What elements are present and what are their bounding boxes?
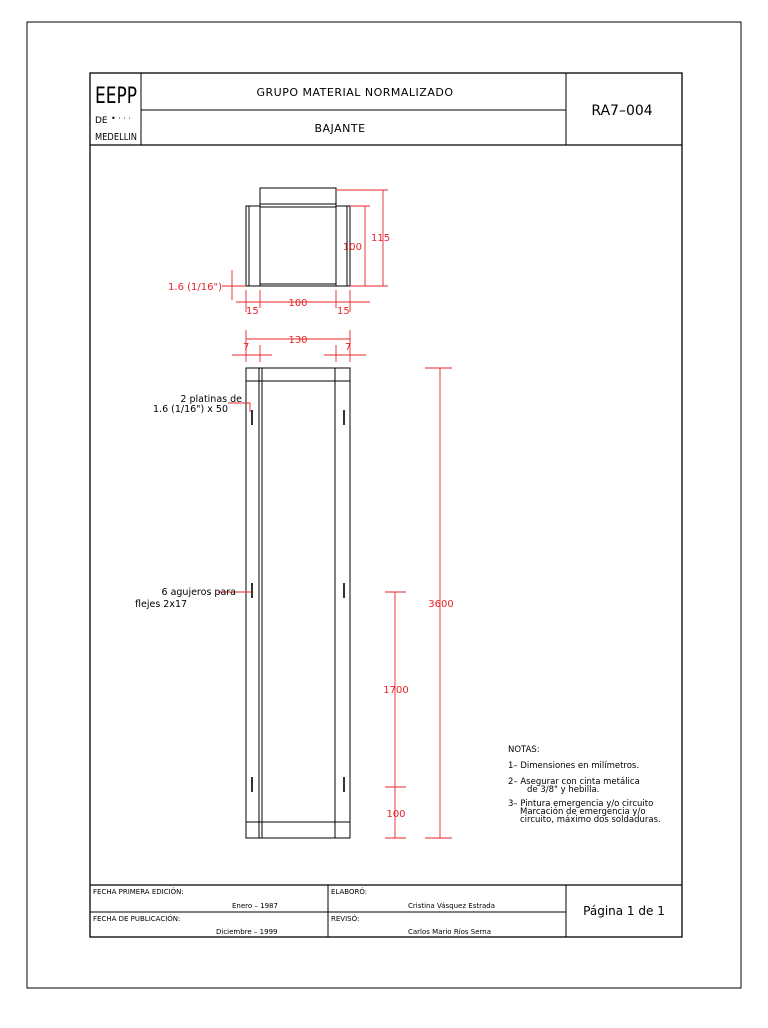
prepared-value: Cristina Vásquez Estrada	[408, 902, 495, 910]
group-title: GRUPO MATERIAL NORMALIZADO	[256, 86, 454, 99]
reviewed-value: Carlos Mario Ríos Serna	[408, 928, 492, 936]
logo-bottom: MEDELLIN	[95, 132, 137, 143]
dim-thickness: 1.6 (1/16")	[168, 282, 222, 293]
note-2b: de 3/8" y hebilla.	[527, 785, 600, 795]
dim-width-outer: 130	[288, 335, 308, 346]
dim-height-inner: 100	[342, 242, 362, 253]
top-view	[246, 188, 350, 286]
dim-flange-right: 15	[337, 306, 350, 317]
top-view-dim-labels	[168, 233, 390, 353]
dim-total: 3600	[428, 599, 454, 610]
label-plates-2: 1.6 (1/16") x 50	[153, 404, 228, 415]
note-3b: Marcación de emergencia y/o	[520, 807, 646, 817]
reviewed-label: REVISÓ:	[331, 915, 360, 923]
notes-title: NOTAS:	[508, 745, 540, 755]
note-3c: circuito, máximo dos soldaduras.	[520, 815, 661, 825]
dim-width-inner: 100	[288, 298, 308, 309]
label-holes-2: flejes 2x17	[135, 599, 188, 610]
leaders	[218, 403, 252, 592]
front-view	[246, 368, 350, 838]
logo-dots: • · · ·	[111, 114, 131, 123]
prepared-label: ELABORÓ:	[331, 888, 368, 896]
eepp-logo	[95, 84, 137, 143]
note-2a: 2– Asegurar con cinta metálica	[508, 777, 640, 787]
dim-middle: 1700	[383, 685, 409, 696]
front-view-labels	[135, 394, 242, 610]
dim-flange-left: 15	[246, 306, 259, 317]
item-name: BAJANTE	[314, 122, 366, 135]
logo-mid: DE	[95, 116, 108, 126]
first-edition-label: FECHA PRIMERA EDICIÓN:	[93, 888, 184, 896]
publication-value: Diciembre – 1999	[216, 928, 278, 936]
drawing-code: RA7–004	[591, 103, 653, 119]
dim-offset-right: 7	[345, 342, 352, 353]
dim-height-outer: 115	[371, 233, 391, 244]
dim-offset-left: 7	[243, 342, 250, 353]
logo-top: EEPP	[95, 84, 137, 109]
notes	[508, 745, 661, 825]
dim-bottom: 100	[386, 809, 406, 820]
first-edition-value: Enero – 1987	[232, 902, 278, 910]
label-plates-1: 2 platinas de	[180, 394, 242, 405]
page-number: Página 1 de 1	[583, 904, 665, 918]
outer-border	[27, 22, 741, 988]
publication-label: FECHA DE PUBLICACIÓN:	[93, 915, 181, 923]
note-3a: 3– Pintura emergencia y/o circuito	[508, 799, 654, 809]
label-holes-1: 6 agujeros para	[161, 587, 236, 598]
note-1: 1– Dimensiones en milímetros.	[508, 761, 640, 771]
